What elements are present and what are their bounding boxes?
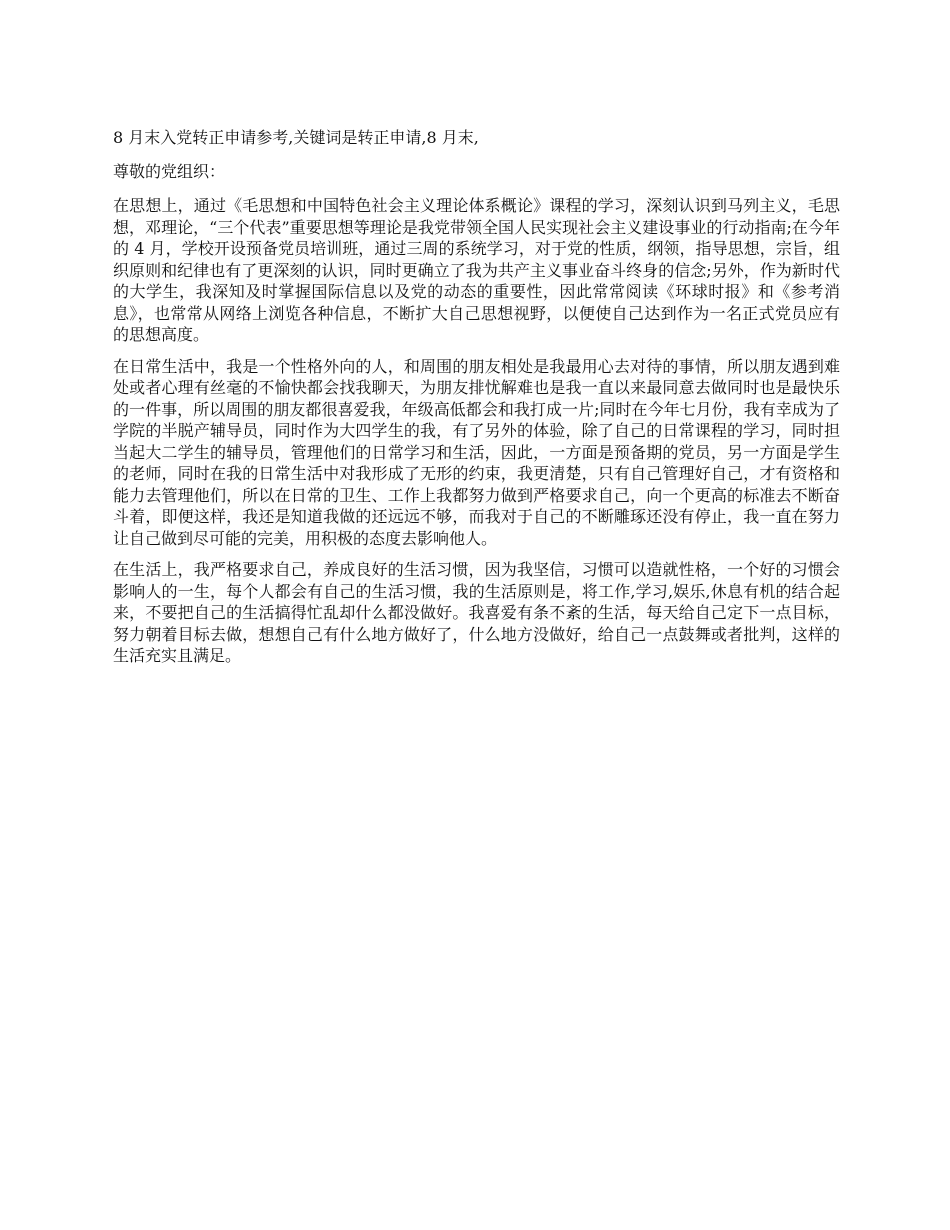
paragraph-daily-life: 在日常生活中，我是一个性格外向的人，和周围的朋友相处是我最用心去对待的事情，所以朋友遇到难处或者心理有丝毫的不愉快都会找我聊天，为朋友排忧解难也是我一直以来最同意去做同时也是最快乐的一件事，所以周围的朋友都很喜爱我，年级高低都会和我打成一片;同时在今年七月份，我有幸成为了学院的半脱产辅导员，同时作为大四学生的我，有了另外的体验，除了自己的日常课程的学习，同时担当起大二学生的辅导员，管理他们的日常学习和生活，因此，一方面是预备期的党员，另一方面是学生的老师，同时在我的日常生活中对我形成了无形的约束，我更清楚，只有自己管理好自己，才有资格和能力去管理他们，所以在日常的卫生、工作上我都努力做到严格要求自己，向一个更高的标准去不断奋斗着，即便这样，我还是知道我做的还远远不够，而我对于自己的不断雕琢还没有停止，我一直在努力让自己做到尽可能的完美，用积极的态度去影响他人。 — [113, 356, 840, 548]
paragraph-living-habits: 在生活上，我严格要求自己，养成良好的生活习惯，因为我坚信，习惯可以造就性格，一个好的习惯会影响人的一生，每个人都会有自己的生活习惯，我的生活原则是，将工作,学习,娱乐,休息有机的结合起来，不要把自己的生活搞得忙乱却什么都没做好。我喜爱有条不紊的生活，每天给自己定下一点目标，努力朝着目标去做，想想自己有什么地方做好了，什么地方没做好，给自己一点鼓舞或者批判，这样的生活充实且满足。 — [113, 560, 840, 665]
paragraph-ideology: 在思想上，通过《毛思想和中国特色社会主义理论体系概论》课程的学习，深刻认识到马列主义，毛思想，邓理论，“三个代表”重要思想等理论是我党带领全国人民实现社会主义建设事业的行动指南;在今年的 4 月，学校开设预备党员培训班，通过三周的系统学习，对于党的性质，纲领，指导思想，宗旨，组织原则和纪律也有了更深刻的认识，同时更确立了我为共产主义事业奋斗终身的信念;另外，作为新时代的大学生，我深知及时掌握国际信息以及党的动态的重要性，因此常常阅读《环球时报》和《参考消息》，也常常从网络上浏览各种信息，不断扩大自己思想视野，以便使自己达到作为一名正式党员应有的思想高度。 — [113, 196, 840, 344]
salutation: 尊敬的党组织： — [113, 161, 226, 181]
document-body — [113, 127, 840, 677]
document-intro-line: 8 月末入党转正申请参考,关键词是转正申请,8 月末, — [113, 128, 479, 147]
